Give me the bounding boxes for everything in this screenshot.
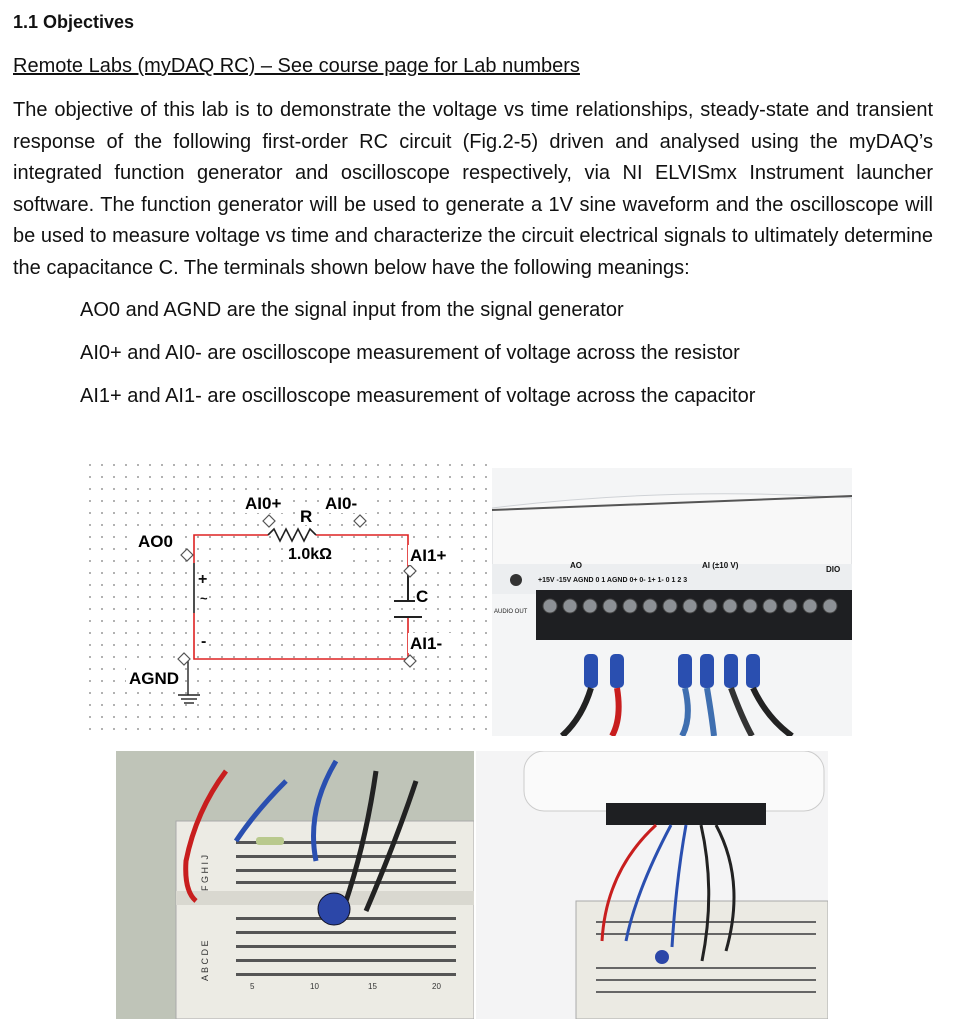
pin-labels: +15V -15V AGND 0 1 AGND 0+ 0- 1+ 1- 0 1 2 3 — [538, 577, 688, 584]
objective-paragraph: The objective of this lab is to demonstrate the voltage vs time relationships, steady-state and transient response of the following first-order RC circuit (Fig.2-5) driven and analysed using the myDAQ’s integrated function generator and oscilloscope respectively, via NI ELVISmx Instrument launcher software. The function generator will be used to generate a 1V sine waveform and the oscilloscope will be used to measure voltage vs time and characterize the circuit electrical signals to ultimately determine the capacitance C. The terminals shown below have the following meanings: — [13, 99, 933, 279]
audio-jack-icon — [510, 574, 522, 586]
ai1m-label: AI1- — [410, 634, 443, 653]
section-heading: 1.1 Objectives — [13, 12, 135, 32]
screw-terminal-block — [536, 590, 852, 640]
screw-terminals — [543, 599, 837, 613]
row-letters-top: F G H I J — [200, 855, 210, 891]
mydaq-terminal-photo — [492, 468, 852, 736]
ai1p-label: AI1+ — [410, 546, 447, 565]
resistor-label: R — [300, 507, 313, 526]
mydaq-breadboard-photo — [476, 751, 828, 1019]
ai-group-label: AI (±10 V) — [702, 561, 739, 570]
ao-group-label: AO — [570, 561, 582, 570]
terminal-ao0-description: AO0 and AGND are the signal input from the signal generator — [80, 299, 624, 321]
column-5: 5 — [250, 982, 255, 991]
breadboard-photo — [116, 751, 474, 1019]
terminal-ai1-description: AI1+ and AI1- are oscilloscope measurement of voltage across the capacitor — [80, 385, 756, 407]
resistor-component — [256, 837, 284, 845]
column-20: 20 — [432, 982, 441, 991]
source-minus-sign: - — [201, 633, 207, 650]
row-letters-bottom: A B C D E — [200, 940, 210, 981]
audio-out-label: AUDIO OUT — [494, 609, 528, 615]
ai0m-label: AI0- — [325, 494, 358, 513]
terminal-block — [606, 803, 766, 825]
mydaq-device — [524, 751, 824, 811]
source-plus-sign: + — [198, 571, 208, 588]
capacitor-label: C — [416, 587, 429, 606]
remote-labs-link[interactable]: Remote Labs (myDAQ RC) – See course page for Lab numbers — [13, 55, 580, 77]
column-10: 10 — [310, 982, 319, 991]
terminal-ai0-description: AI0+ and AI0- are oscilloscope measurement of voltage across the resistor — [80, 342, 740, 364]
ao0-label: AO0 — [138, 532, 173, 551]
ai0p-label: AI0+ — [245, 494, 282, 513]
capacitor-component — [318, 893, 350, 925]
agnd-label: AGND — [129, 669, 180, 688]
resistor-value: 1.0kΩ — [288, 546, 332, 563]
rc-circuit-schematic — [88, 463, 488, 738]
svg-text:~: ~ — [200, 591, 208, 606]
dio-group-label: DIO — [826, 565, 841, 574]
column-15: 15 — [368, 982, 377, 991]
